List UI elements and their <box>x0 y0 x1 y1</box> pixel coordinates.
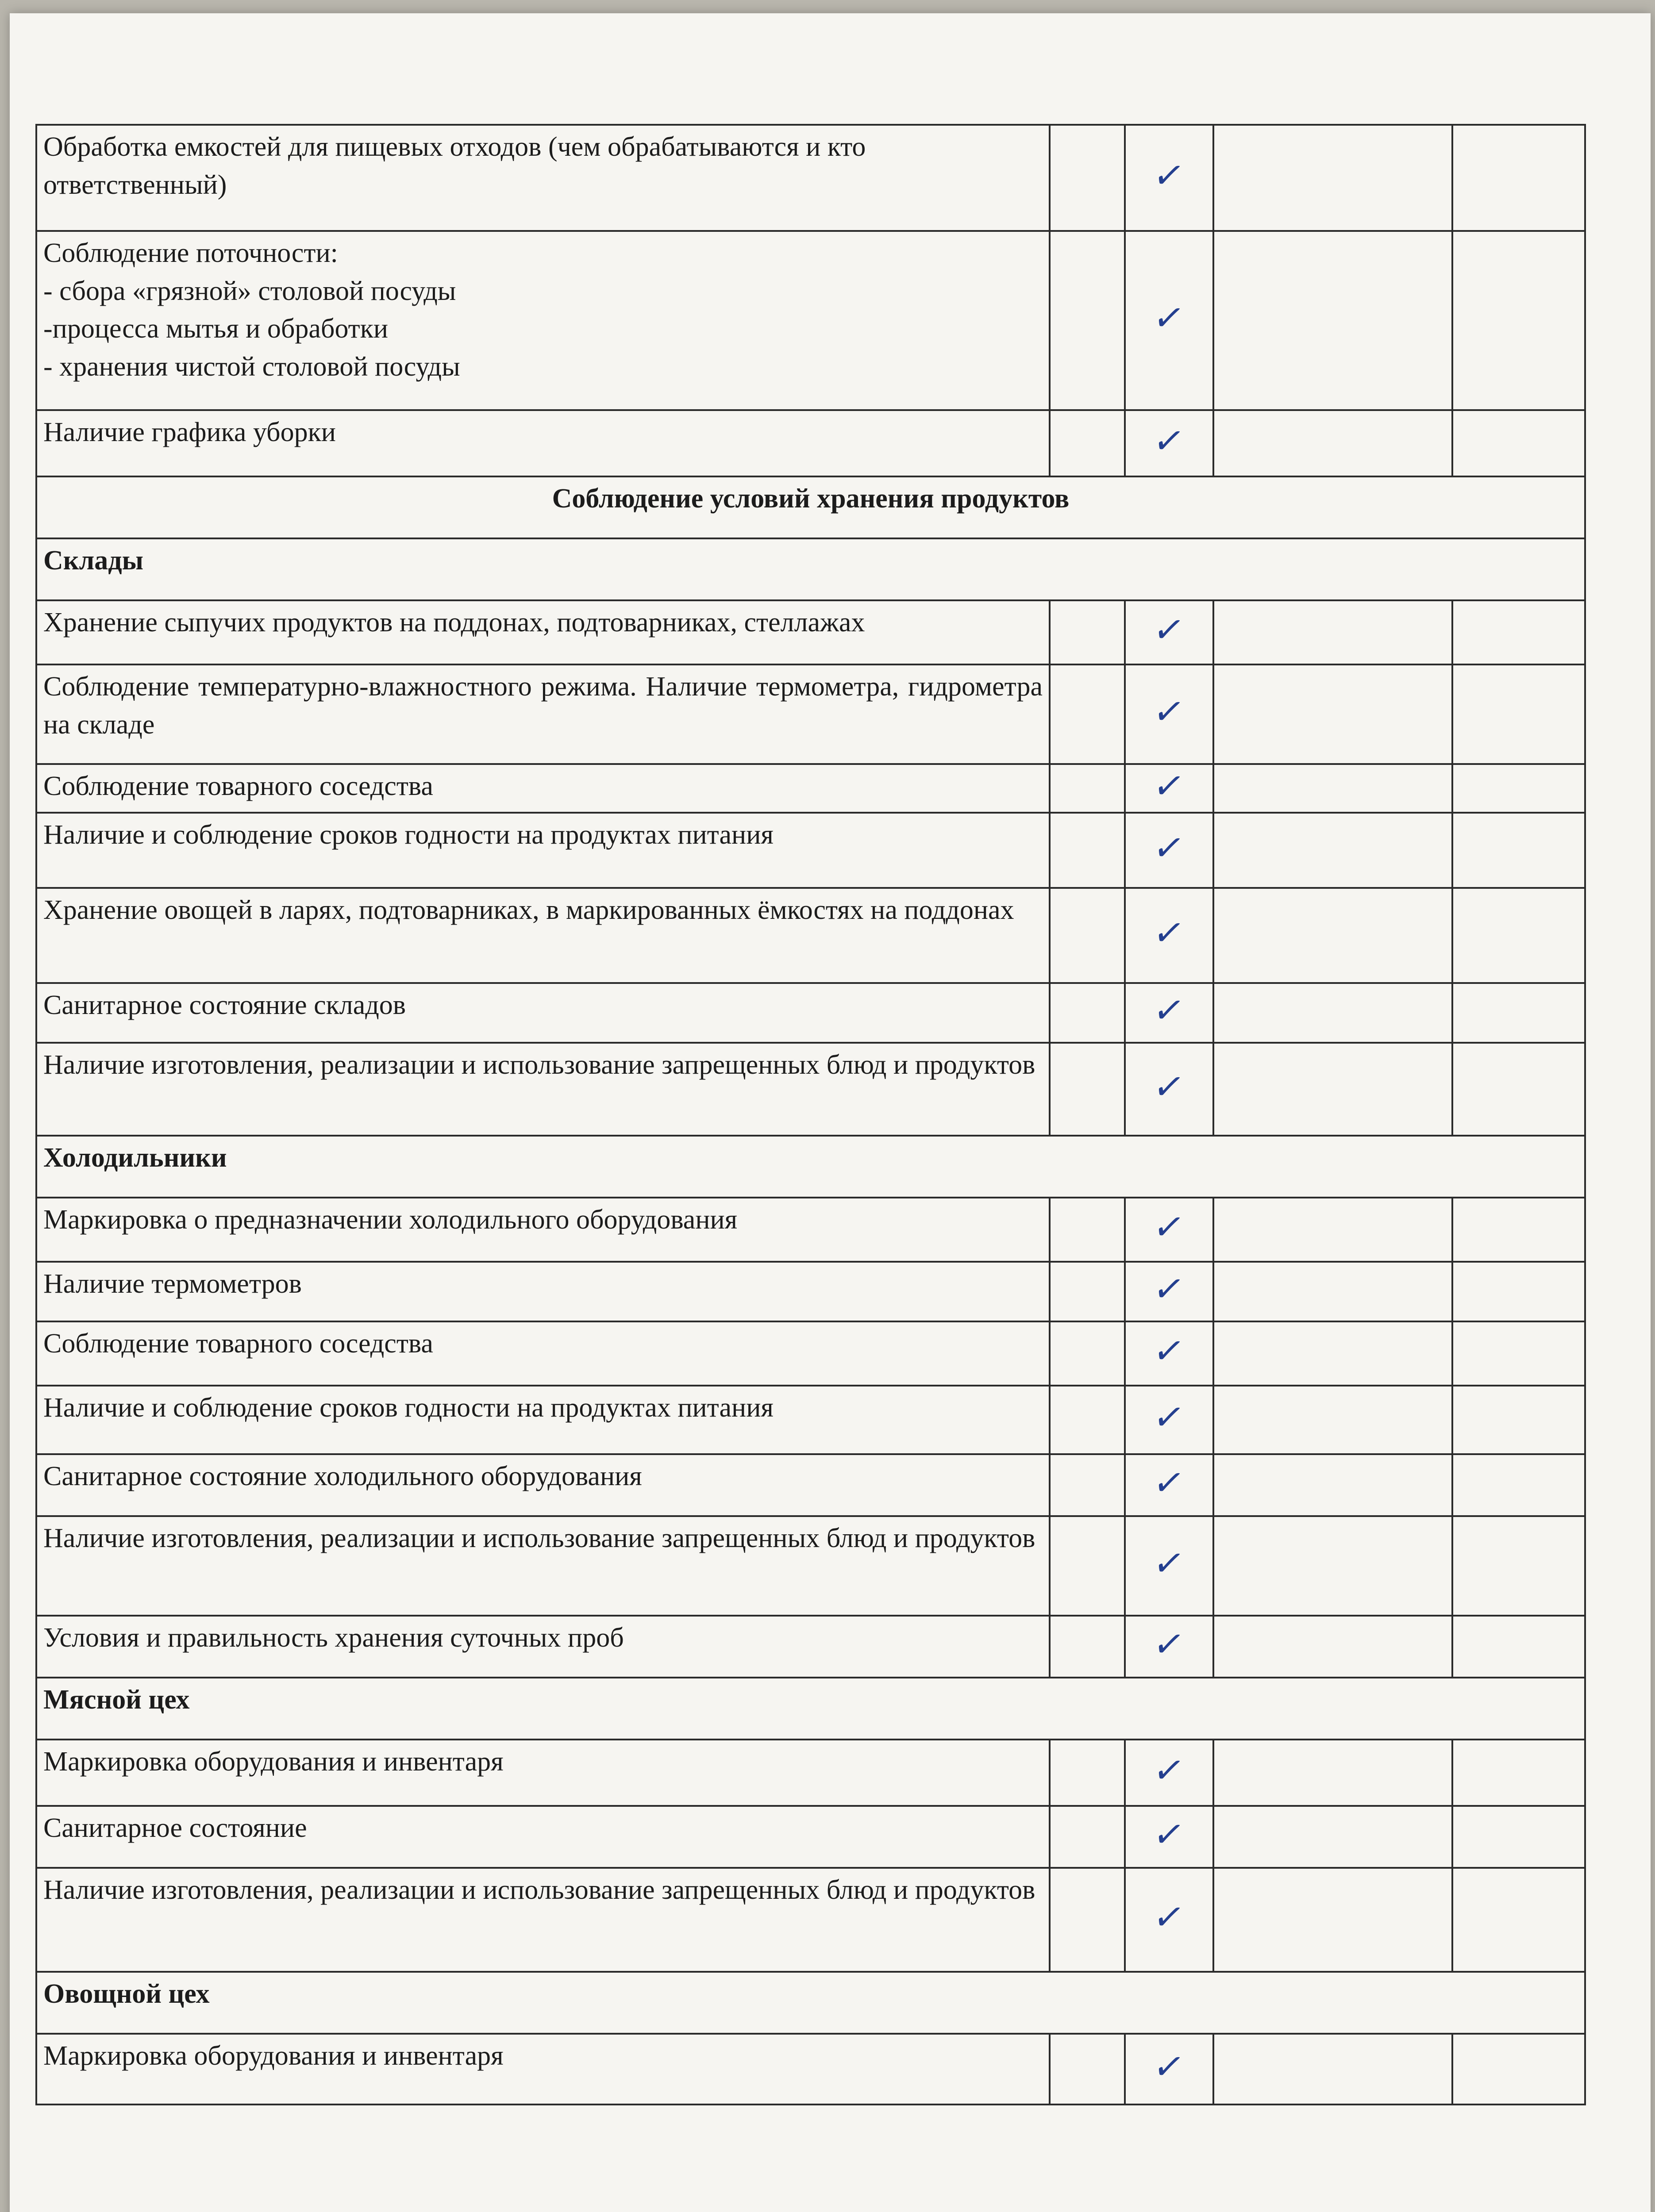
empty-cell <box>1213 1043 1452 1136</box>
table-row <box>36 764 1585 813</box>
empty-cell <box>1050 1386 1125 1454</box>
checkmark-icon: ✓ <box>1150 1395 1188 1439</box>
empty-cell <box>1050 813 1125 888</box>
checkmark-icon: ✓ <box>1150 690 1188 733</box>
criterion-text: Соблюдение товарного соседства <box>36 764 1050 813</box>
empty-cell <box>1050 664 1125 764</box>
checkmark-icon: ✓ <box>1150 419 1188 462</box>
checkmark-icon: ✓ <box>1150 1329 1188 1373</box>
empty-cell <box>1050 1262 1125 1321</box>
checkmark-icon: ✓ <box>1150 764 1188 807</box>
criterion-text: Маркировка оборудования и инвентаря <box>36 1740 1050 1806</box>
checkmark-icon: ✓ <box>1150 988 1188 1032</box>
criterion-text: Наличие графика уборки <box>36 410 1050 476</box>
checkmark-icon: ✓ <box>1150 1813 1188 1856</box>
checkmark-icon: ✓ <box>1150 1748 1188 1792</box>
check-cell <box>1125 1321 1213 1386</box>
criterion-text: Наличие изготовления, реализации и использование запрещенных блюд и продуктов <box>36 1516 1050 1616</box>
empty-cell <box>1452 1043 1585 1136</box>
criterion-text: Маркировка оборудования и инвентаря <box>36 2034 1050 2104</box>
empty-cell <box>1213 2034 1452 2104</box>
check-cell <box>1125 1454 1213 1516</box>
check-cell <box>1125 1740 1213 1806</box>
table-row <box>36 1516 1585 1616</box>
empty-cell <box>1452 231 1585 410</box>
empty-cell <box>1050 1806 1125 1868</box>
check-cell <box>1125 1806 1213 1868</box>
empty-cell <box>1213 1321 1452 1386</box>
criterion-text: Санитарное состояние <box>36 1806 1050 1868</box>
criterion-text: Хранение овощей в ларях, подтоварниках, в маркированных ёмкостях на поддонах <box>36 888 1050 983</box>
empty-cell <box>1213 125 1452 231</box>
empty-cell <box>1050 231 1125 410</box>
empty-cell <box>1213 764 1452 813</box>
empty-cell <box>1213 1868 1452 1972</box>
checkmark-icon: ✓ <box>1150 911 1188 955</box>
empty-cell <box>1213 600 1452 664</box>
group-title-row <box>36 1678 1585 1740</box>
check-cell <box>1125 1868 1213 1972</box>
empty-cell <box>1213 231 1452 410</box>
check-cell <box>1125 813 1213 888</box>
check-cell <box>1125 125 1213 231</box>
empty-cell <box>1050 2034 1125 2104</box>
table-row <box>36 813 1585 888</box>
group-title-row <box>36 1136 1585 1198</box>
group-title-row <box>36 1972 1585 2034</box>
empty-cell <box>1050 1740 1125 1806</box>
empty-cell <box>1050 1868 1125 1972</box>
empty-cell <box>1213 1806 1452 1868</box>
check-cell <box>1125 764 1213 813</box>
table-row <box>36 1321 1585 1386</box>
empty-cell <box>1050 983 1125 1043</box>
criterion-text: Соблюдение температурно-влажностного режима. Наличие термометра, гидрометра на складе <box>36 664 1050 764</box>
empty-cell <box>1050 1321 1125 1386</box>
checkmark-icon: ✓ <box>1150 154 1188 197</box>
empty-cell <box>1050 764 1125 813</box>
empty-cell <box>1050 1516 1125 1616</box>
criterion-text: Наличие и соблюдение сроков годности на продуктах питания <box>36 813 1050 888</box>
empty-cell <box>1452 2034 1585 2104</box>
empty-cell <box>1452 1616 1585 1678</box>
criterion-text: Наличие изготовления, реализации и использование запрещенных блюд и продуктов <box>36 1043 1050 1136</box>
check-cell <box>1125 1516 1213 1616</box>
empty-cell <box>1213 1740 1452 1806</box>
table-row <box>36 983 1585 1043</box>
empty-cell <box>1452 1740 1585 1806</box>
table-row <box>36 2034 1585 2104</box>
empty-cell <box>1213 1386 1452 1454</box>
empty-cell <box>1213 813 1452 888</box>
check-cell <box>1125 1043 1213 1136</box>
check-cell <box>1125 1262 1213 1321</box>
checkmark-icon: ✓ <box>1150 826 1188 869</box>
group-title: Овощной цех <box>36 1972 1585 2034</box>
check-cell <box>1125 664 1213 764</box>
empty-cell <box>1050 1454 1125 1516</box>
criterion-text: Наличие термометров <box>36 1262 1050 1321</box>
empty-cell <box>1452 1198 1585 1262</box>
checklist-body <box>36 125 1585 2104</box>
empty-cell <box>1050 410 1125 476</box>
check-cell <box>1125 1198 1213 1262</box>
check-cell <box>1125 1386 1213 1454</box>
criterion-text: Санитарное состояние складов <box>36 983 1050 1043</box>
checkmark-icon: ✓ <box>1150 1541 1188 1585</box>
empty-cell <box>1213 1198 1452 1262</box>
empty-cell <box>1213 1616 1452 1678</box>
empty-cell <box>1452 1454 1585 1516</box>
section-title: Соблюдение условий хранения продуктов <box>36 476 1585 538</box>
section-title-row <box>36 476 1585 538</box>
table-row <box>36 1198 1585 1262</box>
table-row <box>36 888 1585 983</box>
checkmark-icon: ✓ <box>1150 1622 1188 1666</box>
check-cell <box>1125 231 1213 410</box>
empty-cell <box>1050 1616 1125 1678</box>
table-row <box>36 1043 1585 1136</box>
empty-cell <box>1452 764 1585 813</box>
table-row <box>36 1454 1585 1516</box>
empty-cell <box>1452 664 1585 764</box>
checkmark-icon: ✓ <box>1150 608 1188 652</box>
table-row <box>36 125 1585 231</box>
empty-cell <box>1213 1454 1452 1516</box>
group-title: Холодильники <box>36 1136 1585 1198</box>
table-row <box>36 1868 1585 1972</box>
empty-cell <box>1452 1262 1585 1321</box>
checkmark-icon: ✓ <box>1150 1267 1188 1311</box>
table-row <box>36 664 1585 764</box>
table-row <box>36 231 1585 410</box>
check-cell <box>1125 2034 1213 2104</box>
criterion-text: Хранение сыпучих продуктов на поддонах, подтоварниках, стеллажах <box>36 600 1050 664</box>
empty-cell <box>1452 410 1585 476</box>
empty-cell <box>1213 888 1452 983</box>
empty-cell <box>1452 125 1585 231</box>
check-cell <box>1125 888 1213 983</box>
checkmark-icon: ✓ <box>1150 296 1188 340</box>
table-row <box>36 1616 1585 1678</box>
table-row <box>36 1740 1585 1806</box>
check-cell <box>1125 600 1213 664</box>
check-cell <box>1125 1616 1213 1678</box>
table-row <box>36 1386 1585 1454</box>
criterion-text: Маркировка о предназначении холодильного оборудования <box>36 1198 1050 1262</box>
empty-cell <box>1213 1516 1452 1616</box>
empty-cell <box>1452 888 1585 983</box>
checkmark-icon: ✓ <box>1150 1895 1188 1939</box>
empty-cell <box>1050 125 1125 231</box>
empty-cell <box>1452 983 1585 1043</box>
check-cell <box>1125 410 1213 476</box>
checklist-table <box>35 124 1586 2105</box>
empty-cell <box>1050 1198 1125 1262</box>
checkmark-icon: ✓ <box>1150 2045 1188 2088</box>
table-row <box>36 1806 1585 1868</box>
empty-cell <box>1050 888 1125 983</box>
criterion-text: Наличие изготовления, реализации и использование запрещенных блюд и продуктов <box>36 1868 1050 1972</box>
empty-cell <box>1452 1516 1585 1616</box>
checkmark-icon: ✓ <box>1150 1205 1188 1249</box>
empty-cell <box>1213 664 1452 764</box>
empty-cell <box>1213 410 1452 476</box>
empty-cell <box>1213 1262 1452 1321</box>
table-row <box>36 600 1585 664</box>
empty-cell <box>1452 600 1585 664</box>
table-row <box>36 1262 1585 1321</box>
criterion-text: Наличие и соблюдение сроков годности на продуктах питания <box>36 1386 1050 1454</box>
checkmark-icon: ✓ <box>1150 1065 1188 1108</box>
empty-cell <box>1452 1868 1585 1972</box>
table-row <box>36 410 1585 476</box>
empty-cell <box>1452 1386 1585 1454</box>
group-title: Склады <box>36 538 1585 600</box>
checkmark-icon: ✓ <box>1150 1461 1188 1504</box>
group-title-row <box>36 538 1585 600</box>
empty-cell <box>1452 813 1585 888</box>
group-title: Мясной цех <box>36 1678 1585 1740</box>
empty-cell <box>1452 1806 1585 1868</box>
empty-cell <box>1452 1321 1585 1386</box>
criterion-text: Обработка емкостей для пищевых отходов (чем обрабатываются и кто ответственный) <box>36 125 1050 231</box>
criterion-text: Условия и правильность хранения суточных проб <box>36 1616 1050 1678</box>
check-cell <box>1125 983 1213 1043</box>
criterion-text: Соблюдение товарного соседства <box>36 1321 1050 1386</box>
empty-cell <box>1213 983 1452 1043</box>
criterion-text: Санитарное состояние холодильного оборудования <box>36 1454 1050 1516</box>
criterion-text: Соблюдение поточности: - сбора «грязной» столовой посуды -процесса мытья и обработки - хранения чистой столовой посуды <box>36 231 1050 410</box>
empty-cell <box>1050 1043 1125 1136</box>
empty-cell <box>1050 600 1125 664</box>
